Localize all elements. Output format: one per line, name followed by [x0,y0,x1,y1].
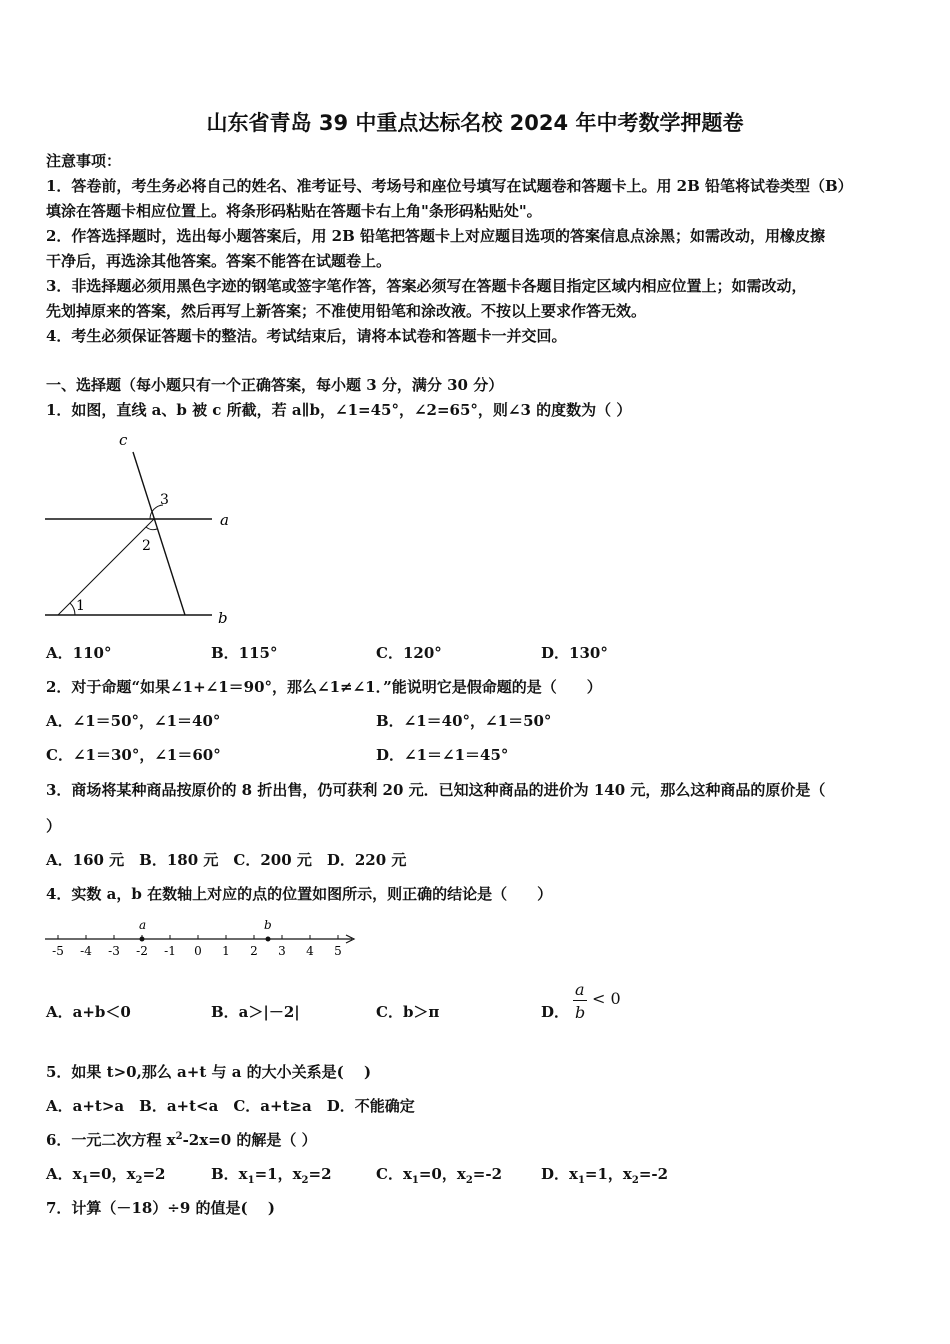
q1-option-a[interactable]: A．110° [46,644,112,662]
point-a-label: a [139,918,147,932]
tick-label: 1 [222,944,230,958]
q4-number-line [42,915,362,965]
tick-label: 3 [278,944,286,958]
q1-option-c[interactable]: C．120° [376,644,442,662]
page-title: 山东省青岛 39 中重点达标名校 2024 年中考数学押题卷 [206,111,744,135]
label-c: c [119,431,128,449]
notice-line-2: 填涂在答题卡相应位置上。将条形码粘贴在答题卡右上角"条形码粘贴处"。 [46,202,542,220]
frac-denominator: b [575,1003,586,1022]
transversal [58,519,154,615]
notice-line-5: 3．非选择题必须用黑色字迹的钢笔或签字笔作答，答案必须写在答题卡各题目指定区域内相应位置上；如需改动， [46,277,807,295]
label-a: a [220,511,229,529]
tick-label: -3 [108,944,120,958]
tick-label: 5 [334,944,342,958]
q3-options[interactable]: A．160 元 B．180 元 C．200 元 D．220 元 [46,851,407,869]
label-angle-3: 3 [160,492,169,508]
section-heading: 一、选择题（每小题只有一个正确答案，每小题 3 分，满分 30 分） [46,376,504,394]
q4-option-c[interactable]: C．b＞π [376,1003,440,1021]
q6-option-b[interactable]: B．$x_1=1$，$x_2=2$ [211,1165,332,1186]
q1-option-d[interactable]: D．130° [541,644,608,662]
q2-option-b[interactable]: B．∠1＝40°，∠1＝50° [376,712,552,730]
q2-option-c[interactable]: C．∠1＝30°，∠1＝60° [46,746,221,764]
point-b-label: b [264,918,272,932]
q1-figure [40,430,240,630]
q4-stem: 4．实数 a，b 在数轴上对应的点的位置如图所示，则正确的结论是（ ） [46,885,553,903]
tick-label: -5 [52,944,64,958]
q6-option-a[interactable]: A．$x_1=0$，$x_2=2$ [46,1165,166,1186]
frac-relation: < 0 [592,989,621,1008]
q6-option-d[interactable]: D．$x_1=1$，$x_2=-2$ [541,1165,669,1186]
q2-stem: 2．对于命题“如果∠1+∠1＝90°，那么∠1≠∠1．”能说明它是假命题的是（ ） [46,678,602,696]
tick-label: 0 [194,944,202,958]
notice-line-1: 1．答卷前，考生务必将自己的姓名、准考证号、考场号和座位号填写在试题卷和答题卡上。用 2B 铅笔将试卷类型（B） [46,177,853,195]
label-angle-1: 1 [76,598,85,614]
q6-stem: 6．一元二次方程 $x^2-2x=0$ 的解是（ ） [46,1131,317,1149]
q3-stem: 3．商场将某种商品按原价的 8 折出售，仍可获利 20 元．已知这种商品的进价为 140 元，那么这种商品的原价是（ [46,781,826,799]
point-a [140,937,145,942]
q5-options[interactable]: A．a+t>a B．a+t<a C．a+t≥a D．不能确定 [46,1097,415,1115]
point-b [266,937,271,942]
q1-stem: 1．如图，直线 a、b 被 c 所截，若 a∥b，∠1=45°，∠2=65°，则∠3 的度数为（ ） [46,401,632,419]
notice-line-3: 2．作答选择题时，选出每小题答案后，用 2B 铅笔把答题卡上对应题目选项的答案信息点涂黑；如需改动，用橡皮擦 [46,227,826,245]
frac-numerator: a [575,980,585,999]
q5-stem: 5．如果 t>0,那么 a+t 与 a 的大小关系是( ) [46,1063,372,1081]
notice-heading: 注意事项： [46,152,122,170]
notice-line-4: 干净后，再选涂其他答案。答案不能答在试题卷上。 [46,252,392,270]
tick-label: -4 [80,944,92,958]
tick-label: -2 [136,944,148,958]
q3-stem-end: ） [46,817,62,835]
frac-bar [573,1000,587,1001]
angle-arc-1 [70,603,75,615]
q6-option-c[interactable]: C．$x_1=0$，$x_2=-2$ [376,1165,503,1186]
label-b: b [218,609,228,627]
q1-option-b[interactable]: B．115° [211,644,278,662]
q4-option-d-fraction [572,980,622,1024]
tick-label: -1 [164,944,176,958]
notice-line-7: 4．考生必须保证答题卡的整洁。考试结束后，请将本试卷和答题卡一并交回。 [46,327,567,345]
q2-option-d[interactable]: D．∠1＝∠1＝45° [376,746,509,764]
q2-option-a[interactable]: A．∠1＝50°，∠1＝40° [46,712,221,730]
q4-option-d[interactable]: D． [541,1003,570,1021]
tick-label: 4 [306,944,314,958]
q4-option-b[interactable]: B．a＞|－2| [211,1003,300,1021]
q7-stem: 7．计算（－18）÷9 的值是( ) [46,1199,275,1217]
tick-label: 2 [250,944,258,958]
label-angle-2: 2 [142,538,151,554]
line-c [133,452,185,615]
q4-option-a[interactable]: A．a+b＜0 [46,1003,131,1021]
angle-arc-2 [146,527,157,530]
notice-line-6: 先划掉原来的答案，然后再写上新答案；不准使用铅笔和涂改液。不按以上要求作答无效。 [46,302,647,320]
